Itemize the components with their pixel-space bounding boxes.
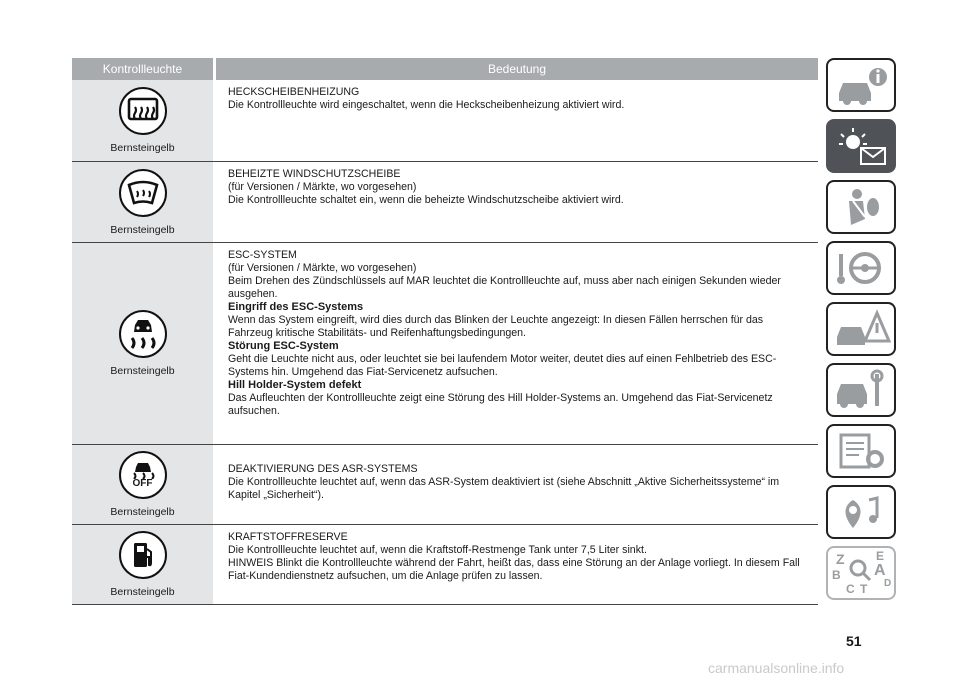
lamp-color-label: Bernsteingelb (110, 142, 175, 154)
description-title: DEAKTIVIERUNG DES ASR-SYSTEMS (228, 463, 418, 475)
description-cell (216, 80, 818, 161)
header-kontrollleuchte: Kontrollleuchte (102, 62, 183, 76)
description-title: ESC-SYSTEM (228, 249, 297, 261)
car-emergency-icon[interactable] (826, 302, 896, 356)
esc-system-icon (119, 310, 167, 358)
description-title: KRAFTSTOFFRESERVE (228, 531, 348, 543)
technical-data-icon[interactable] (826, 424, 896, 478)
table-row (72, 525, 818, 605)
description-title: HECKSCHEIBENHEIZUNG (228, 86, 360, 98)
chapter-sidebar (826, 58, 900, 607)
lamp-color-label: Bernsteingelb (110, 586, 175, 598)
steering-key-icon[interactable] (826, 241, 896, 295)
car-maintenance-icon[interactable] (826, 363, 896, 417)
off-label: OFF (132, 478, 153, 489)
table-row (72, 243, 818, 445)
subheading: Eingriff des ESC-Systems (228, 301, 364, 313)
asr-off-icon (119, 451, 167, 499)
page-number: 51 (846, 633, 862, 649)
lamp-cell (72, 162, 213, 242)
table-header (72, 58, 818, 80)
description-text: Geht die Leuchte nicht aus, oder leuchtet sie bei laufendem Motor weiter, deutet dies auf einen Fehlbetrieb des ESC-Systems hin. Umgehend das Fiat-Servicenetz aufsuchen. (228, 353, 777, 378)
alphabetical-index-icon[interactable]: Z E B A C T D (826, 546, 896, 600)
table-row (72, 445, 818, 525)
description-text: (für Versionen / Märkte, wo vorgesehen) (228, 181, 417, 193)
description-cell (216, 445, 818, 524)
heated-windscreen-icon (119, 169, 167, 217)
description-cell (216, 243, 818, 444)
description-text: HINWEIS Blinkt die Kontrollleuchte während der Fahrt, heißt das, dass eine Störung an der Anlage vorliegt. In diesem Fall Fiat-Kundendienstnetz aufsuchen, um die Anlage prüfen zu lassen. (228, 557, 800, 582)
description-title: BEHEIZTE WINDSCHUTZSCHEIBE (228, 168, 401, 180)
lamp-color-label: Bernsteingelb (110, 506, 175, 518)
subheading: Störung ESC-System (228, 340, 339, 352)
warning-light-message-icon[interactable] (826, 119, 896, 173)
fuel-reserve-icon (119, 531, 167, 579)
description-text: Wenn das System eingreift, wird dies durch das Blinken der Leuchte angezeigt: In diesen Fällen herrschen für das Fahrzeug kritische Stabilitäts- und Reifenhaftungsbedingungen. (228, 314, 764, 339)
header-bedeutung: Bedeutung (487, 62, 547, 76)
description-text: Die Kontrollleuchte schaltet ein, wenn die beheizte Windschutzscheibe aktiviert wird. (228, 194, 624, 206)
warning-lights-table (72, 58, 818, 605)
car-info-icon[interactable] (826, 58, 896, 112)
lamp-cell (72, 80, 213, 161)
lamp-cell (72, 445, 213, 524)
description-text: Die Kontrollleuchte leuchtet auf, wenn die Kraftstoff-Restmenge Tank unter 7,5 Liter sinkt. (228, 544, 647, 556)
description-text: Das Aufleuchten der Kontrollleuchte zeigt eine Störung des Hill Holder-Systems an. Umgehend das Fiat-Servicenetz aufsuchen. (228, 392, 773, 417)
table-row (72, 162, 818, 243)
lamp-color-label: Bernsteingelb (110, 223, 175, 236)
magnifier-icon (848, 558, 872, 582)
description-text: Beim Drehen des Zündschlüssels auf MAR leuchtet die Kontrollleuchte auf, muss aber nach einigen Sekunden wieder ausgehen. (228, 275, 781, 300)
watermark: carmanualsonline.info (708, 660, 845, 676)
description-cell (216, 525, 818, 604)
description-text: Die Kontrollleuchte wird eingeschaltet, wenn die Heckscheibenheizung aktiviert wird. (228, 99, 625, 111)
subheading: Hill Holder-System defekt (228, 379, 362, 391)
lamp-cell (72, 243, 213, 444)
description-text: (für Versionen / Märkte, wo vorgesehen) (228, 262, 417, 274)
seat-belt-airbag-icon[interactable] (826, 180, 896, 234)
lamp-color-label: Bernsteingelb (110, 365, 175, 377)
multimedia-icon[interactable] (826, 485, 896, 539)
table-row (72, 80, 818, 162)
lamp-cell (72, 525, 213, 604)
description-cell (216, 162, 818, 242)
description-text: Die Kontrollleuchte leuchtet auf, wenn das ASR-System deaktiviert ist (siehe Abschnitt „Aktive Sicherheitssysteme“ im Kapitel „Sicherheit“). (228, 476, 780, 501)
rear-window-defroster-icon (119, 87, 167, 135)
